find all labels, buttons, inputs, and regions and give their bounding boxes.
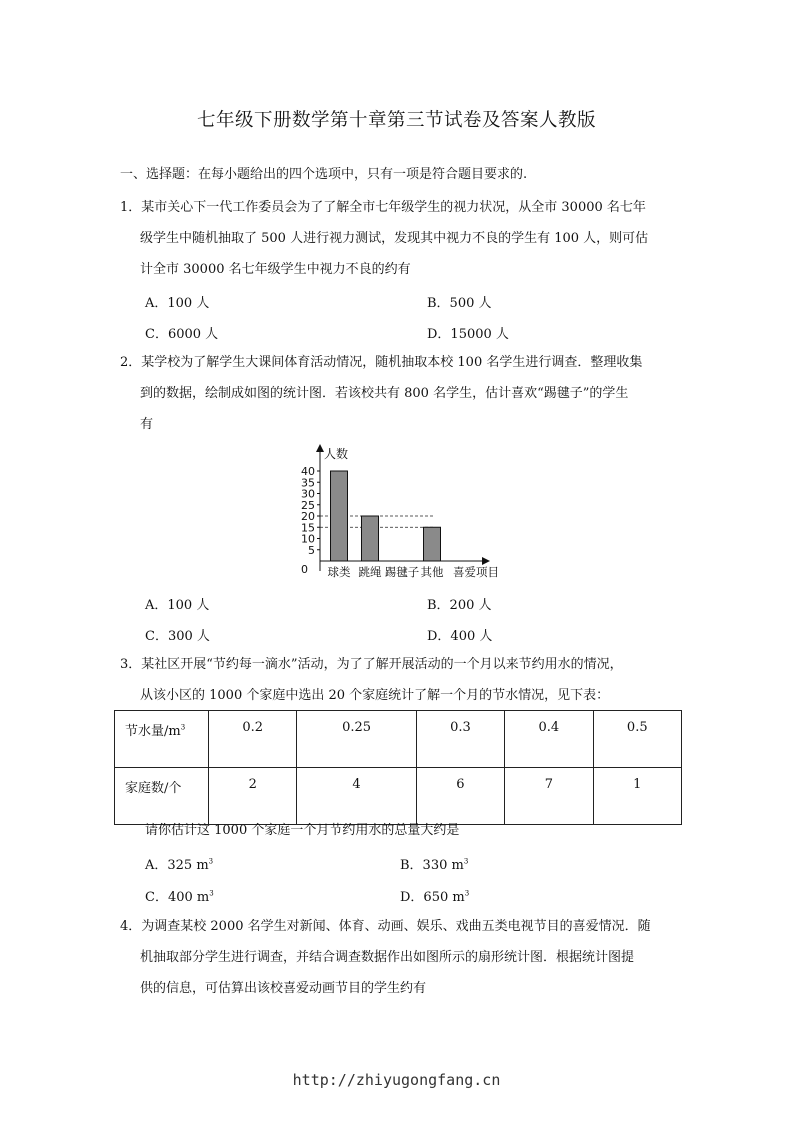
table-cell: 0.25 (297, 711, 416, 768)
table-cell: 0.2 (209, 711, 297, 768)
unit-superscript: 3 (180, 723, 186, 732)
unit-superscript: 3 (209, 889, 214, 898)
x-axis-label: 喜爱项目 (453, 565, 499, 579)
y-tick-label: 40 (301, 465, 315, 478)
q2-option-d: D．400 人 (427, 629, 493, 644)
table-cell: 0.5 (593, 711, 681, 768)
category-label: 其他 (420, 565, 444, 579)
table-cell: 0.4 (505, 711, 593, 768)
bar (424, 527, 441, 561)
category-label: 踢毽子 (384, 565, 420, 579)
y-tick-label: 15 (301, 521, 315, 535)
footer-url: http://zhiyugongfang.cn (292, 1071, 501, 1089)
y-tick-label: 0 (301, 563, 308, 576)
q3-option-a (145, 854, 213, 873)
q4-line-3: 供的信息，可估算出该校喜爱动画节目的学生约有 (140, 981, 427, 996)
water-saving-table (114, 710, 682, 825)
q4-line-2: 机抽取部分学生进行调查，并结合调查数据作出如图所示的扇形统计图．根据统计图提 (140, 950, 635, 965)
table-header-cell: 家庭数/个 (115, 768, 209, 825)
table-row (115, 768, 682, 825)
table-header-cell (115, 711, 209, 768)
table-cell: 0.3 (416, 711, 504, 768)
unit-superscript: 3 (208, 857, 214, 866)
q1-option-b: B．500 人 (427, 296, 492, 311)
q2-line-3: 有 (140, 417, 154, 432)
q1-option-c: C．6000 人 (145, 327, 219, 342)
category-label: 球类 (327, 565, 351, 579)
table-cell: 6 (416, 768, 504, 825)
q2-option-c: C．300 人 (145, 629, 210, 644)
y-tick-label: 20 (301, 510, 315, 523)
bar-chart (290, 440, 510, 585)
q4-line-1: 4．为调查某校 2000 名学生对新闻、体育、动画、娱乐、戏曲五类电视节目的喜爱情况．随 (120, 919, 651, 934)
q3-option-b-text: B．330 m (400, 858, 464, 873)
bar (362, 516, 379, 561)
q3-option-b (400, 854, 468, 873)
y-tick-label: 10 (301, 532, 315, 546)
category-label: 跳绳 (358, 565, 382, 579)
y-tick-label: 25 (301, 498, 315, 512)
q3-option-c (145, 886, 214, 905)
y-tick-label: 35 (301, 476, 315, 490)
table-cell: 1 (593, 768, 681, 825)
unit-superscript: 3 (463, 857, 469, 866)
table-cell: 4 (297, 768, 416, 825)
y-axis-label: 人数 (324, 447, 349, 461)
q3-line-2: 从该小区的 1000 个家庭中选出 20 个家庭统计了解一个月的节水情况，见下表： (140, 688, 610, 703)
y-tick-label: 30 (301, 487, 315, 501)
y-tick-label: 5 (308, 543, 315, 557)
q1-line-3: 计全市 30000 名七年级学生中视力不良的约有 (140, 262, 411, 277)
q1-option-a: A．100 人 (145, 296, 210, 311)
table-cell: 2 (209, 768, 297, 825)
q3-line-1: 3．某社区开展“节约每一滴水”活动，为了了解开展活动的一个月以来节约用水的情况， (120, 657, 623, 672)
q1-option-d: D．15000 人 (427, 327, 509, 342)
q2-option-a: A．100 人 (145, 598, 210, 613)
q3-option-d (400, 886, 469, 905)
q1-line-2: 级学生中随机抽取了 500 人进行视力测试，发现其中视力不良的学生有 100 人，则可估 (140, 231, 649, 246)
page-title: 七年级下册数学第十章第三节试卷及答案人教版 (196, 110, 596, 131)
q2-line-2: 到的数据，绘制成如图的统计图．若该校共有 800 名学生，估计喜欢“踢毽子”的学生 (140, 386, 629, 401)
water-amount-label: 节水量/m (125, 724, 181, 739)
table-row (115, 711, 682, 768)
q3-option-d-text: D．650 m (400, 890, 465, 905)
section-heading: 一、选择题：在每小题给出的四个选项中，只有一项是符合题目要求的. (120, 167, 528, 182)
unit-superscript: 3 (464, 889, 470, 898)
q2-line-1: 2．某学校为了解学生大课间体育活动情况，随机抽取本校 100 名学生进行调查．整理收集 (120, 355, 643, 370)
table-cell: 7 (505, 768, 593, 825)
q3-question: 请你估计这 1000 个家庭一个月节约用水的总量大约是 (145, 823, 460, 838)
q3-option-c-text: C．400 m (145, 890, 210, 905)
q2-option-b: B．200 人 (427, 598, 492, 613)
q3-option-a-text: A．325 m (145, 858, 209, 873)
q1-line-1: 1．某市关心下一代工作委员会为了了解全市七年级学生的视力状况，从全市 30000 名七年 (120, 200, 646, 215)
bar (331, 471, 348, 561)
